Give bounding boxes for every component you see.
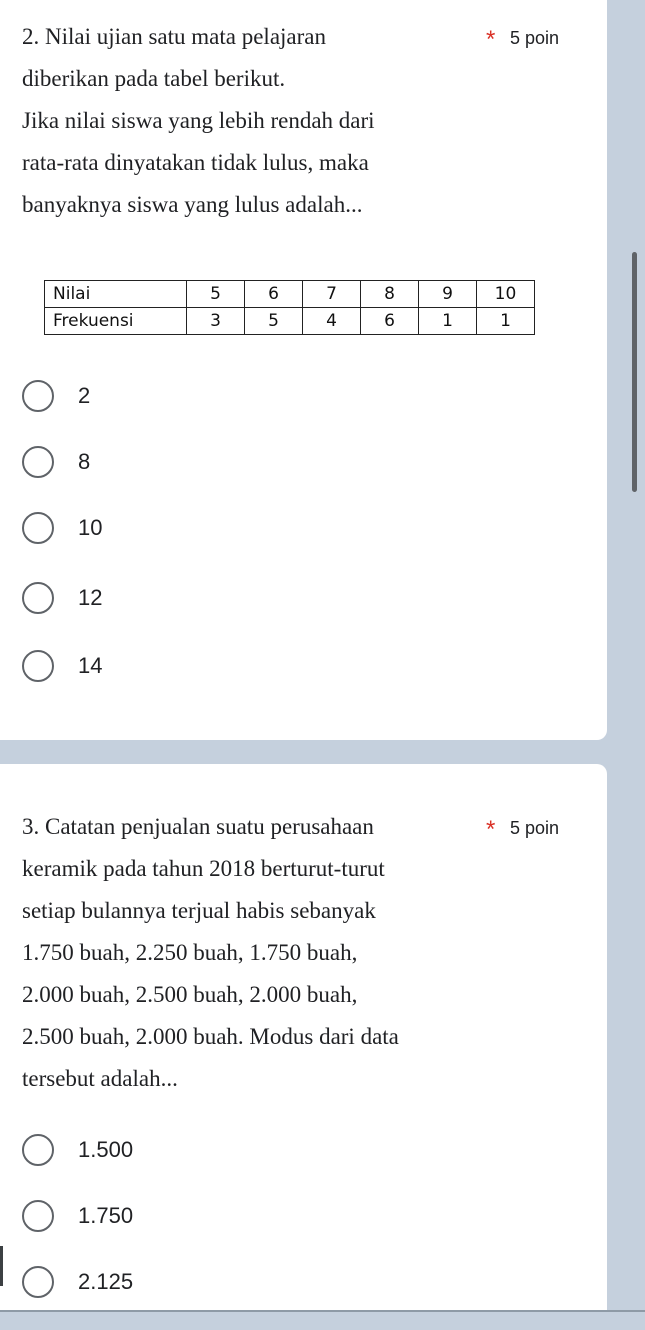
question-text-line: 1.750 buah, 2.250 buah, 1.750 buah,: [22, 940, 358, 965]
option-label: 2.125: [78, 1269, 134, 1294]
question-text-line: banyaknya siswa yang lulus adalah...: [22, 192, 363, 217]
option-label: 12: [78, 585, 103, 610]
table-cell: 5: [187, 281, 245, 308]
table-row: [45, 281, 535, 308]
question-text-line: 2. Nilai ujian satu mata pelajaran: [22, 24, 326, 49]
question-text-line: setiap bulannya terjual habis sebanyak: [22, 898, 376, 923]
option-label: 14: [78, 653, 103, 678]
question-3-text: [22, 806, 462, 1100]
option-10[interactable]: [22, 510, 102, 546]
table-cell: 3: [187, 308, 245, 335]
option-label: 1.500: [78, 1137, 134, 1162]
table-cell: 8: [361, 281, 419, 308]
table-row: [45, 308, 535, 335]
option-12[interactable]: [22, 580, 102, 616]
points-label: 5 poin: [510, 818, 560, 838]
radio-button[interactable]: [22, 1200, 54, 1232]
option-1500[interactable]: [22, 1132, 133, 1168]
question-2-text: [22, 16, 462, 226]
radio-button[interactable]: [22, 446, 54, 478]
frequency-table: [44, 280, 535, 335]
question-text-line: 2.500 buah, 2.000 buah. Modus dari data: [22, 1024, 399, 1049]
question-card-3: [0, 764, 607, 1310]
divider: [0, 1310, 645, 1312]
table-row-header: Nilai: [45, 281, 187, 308]
question-text-line: diberikan pada tabel berikut.: [22, 66, 286, 91]
option-1750[interactable]: [22, 1198, 133, 1234]
required-asterisk: *: [486, 26, 496, 53]
option-label: 8: [78, 449, 91, 474]
radio-button[interactable]: [22, 512, 54, 544]
question-text-line: tersebut adalah...: [22, 1066, 178, 1091]
option-label: 2: [78, 383, 91, 408]
option-14[interactable]: [22, 648, 102, 684]
radio-button[interactable]: [22, 582, 54, 614]
option-2125[interactable]: [22, 1264, 133, 1300]
radio-button[interactable]: [22, 1134, 54, 1166]
option-8[interactable]: [22, 444, 90, 480]
question-text-line: Jika nilai siswa yang lebih rendah dari: [22, 108, 375, 133]
table-cell: 6: [245, 281, 303, 308]
radio-button[interactable]: [22, 650, 54, 682]
option-2[interactable]: [22, 378, 90, 414]
table-cell: 9: [419, 281, 477, 308]
focus-indicator: [0, 1246, 3, 1286]
points-label: 5 poin: [510, 28, 560, 48]
table-cell: 5: [245, 308, 303, 335]
required-asterisk: *: [486, 816, 496, 843]
question-text-line: 2.000 buah, 2.500 buah, 2.000 buah,: [22, 982, 358, 1007]
question-text-line: rata-rata dinyatakan tidak lulus, maka: [22, 150, 369, 175]
radio-button[interactable]: [22, 380, 54, 412]
table-row-header: Frekuensi: [45, 308, 187, 335]
table-cell: 6: [361, 308, 419, 335]
option-label: 1.750: [78, 1203, 134, 1228]
table-cell: 7: [303, 281, 361, 308]
scrollbar-thumb[interactable]: [632, 252, 637, 492]
table-cell: 1: [477, 308, 535, 335]
radio-button[interactable]: [22, 1266, 54, 1298]
question-text-line: 3. Catatan penjualan suatu perusahaan: [22, 814, 374, 839]
table-cell: 1: [419, 308, 477, 335]
table-cell: 4: [303, 308, 361, 335]
option-label: 10: [78, 515, 103, 540]
table-cell: 10: [477, 281, 535, 308]
question-text-line: keramik pada tahun 2018 berturut-turut: [22, 856, 385, 881]
